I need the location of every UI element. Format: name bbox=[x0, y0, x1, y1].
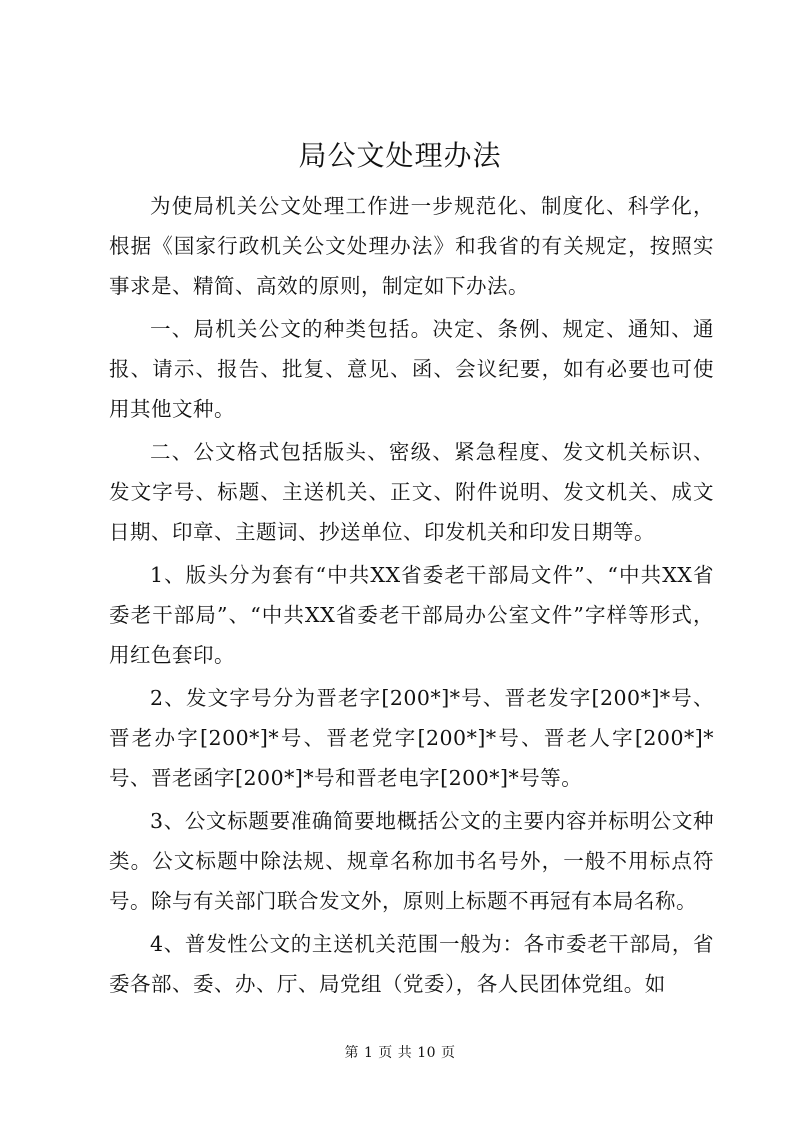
paragraph-item-4: 4、普发性公文的主送机关范围一般为：各市委老干部局，省委各部、委、办、厅、局党组（党委），各人民团体党组。如 bbox=[109, 932, 714, 996]
paragraph-section-2: 二、公文格式包括版头、密级、紧急程度、发文机关标识、发文字号、标题、主送机关、正文、附件说明、发文机关、成文日期、印章、主题词、抄送单位、印发机关和印发日期等。 bbox=[109, 440, 714, 544]
paragraph-item-3: 3、公文标题要准确简要地概括公文的主要内容并标明公文种类。公文标题中除法规、规章名称加书名号外，一般不用标点符号。除与有关部门联合发文外，原则上标题不再冠有本局名称。 bbox=[109, 809, 714, 913]
document-body bbox=[109, 186, 714, 1007]
paragraph-item-2: 2、发文字号分为晋老字[200*]*号、晋老发字[200*]*号、晋老办字[200*]*号、晋老党字[200*]*号、晋老人字[200*]*号、晋老函字[200*]*号和晋老电字[200*]*号等。 bbox=[109, 686, 714, 790]
document-title: 局公文处理办法 bbox=[298, 139, 502, 172]
paragraph-intro: 为使局机关公文处理工作进一步规范化、制度化、科学化，根据《国家行政机关公文处理办法》和我省的有关规定，按照实事求是、精简、高效的原则，制定如下办法。 bbox=[109, 194, 714, 298]
paragraph-section-1: 一、局机关公文的种类包括。决定、条例、规定、通知、通报、请示、报告、批复、意见、函、会议纪要，如有必要也可使用其他文种。 bbox=[109, 317, 714, 421]
paragraph-item-1: 1、版头分为套有“中共XX省委老干部局文件”、“中共XX省委老干部局”、“中共XX省委老干部局办公室文件”字样等形式，用红色套印。 bbox=[109, 563, 714, 667]
page-number-footer: 第 1 页 共 10 页 bbox=[344, 1045, 456, 1061]
